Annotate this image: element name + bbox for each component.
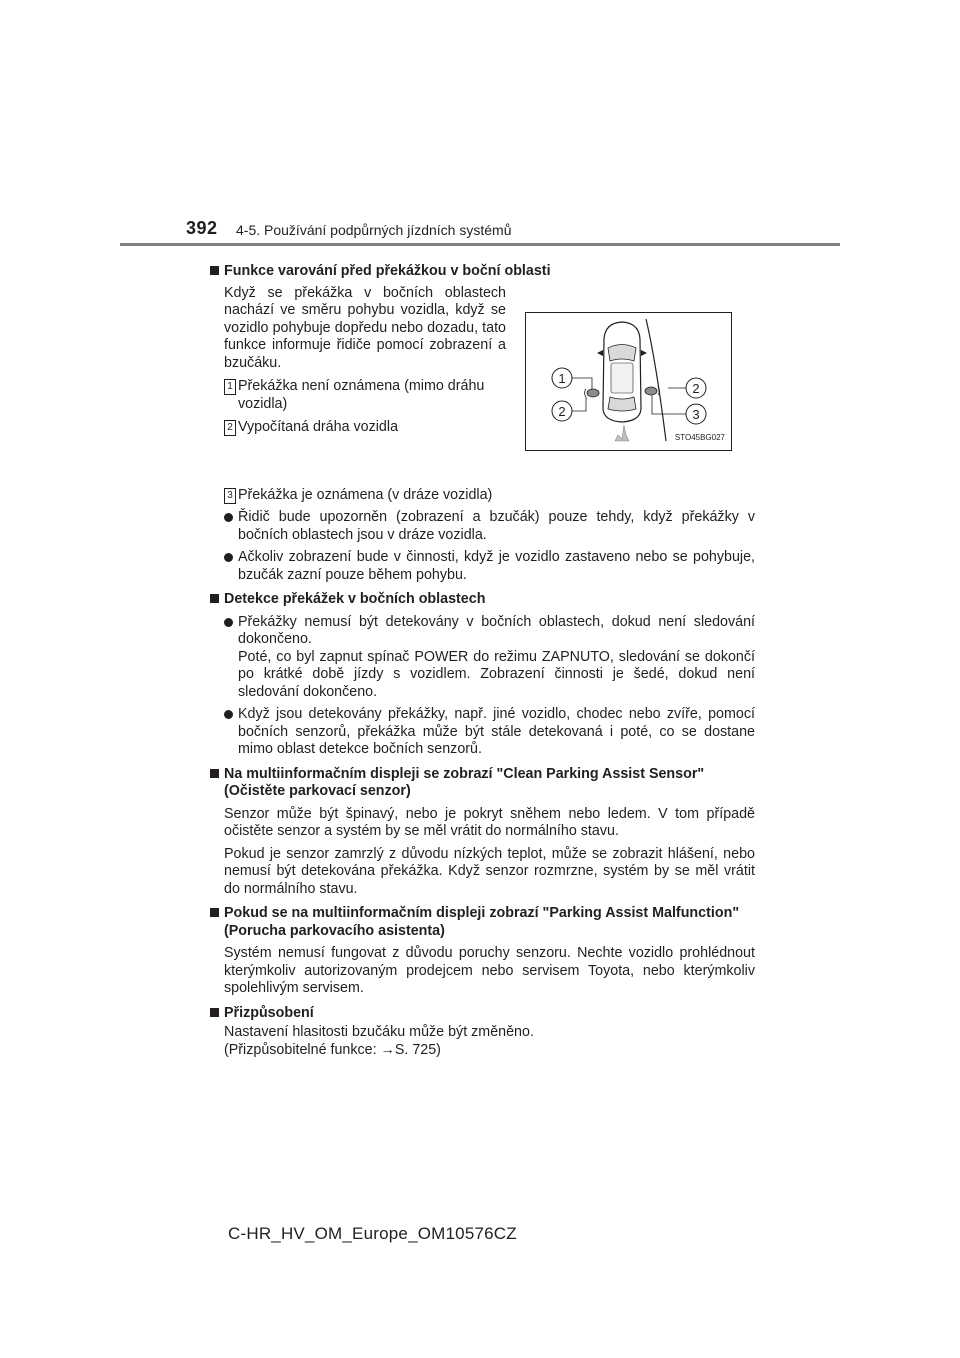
- bullet-dot-icon: [224, 513, 233, 522]
- paragraph: Systém nemusí fungovat z důvodu poruchy senzoru. Nechte vozidlo prohlédnout kterýmkoliv autorizovaným prodejcem nebo servisem Toyota, nebo kterýmkoliv spolehlivým servisem.: [224, 945, 755, 996]
- number-box: 2: [224, 420, 236, 436]
- page-content: [210, 256, 755, 1059]
- bullet-dot-icon: [224, 553, 233, 562]
- header-rule: [120, 243, 840, 246]
- square-bullet-icon: [210, 594, 219, 603]
- intro-paragraph: Když se překážka v bočních oblastech nachází ve směru pohybu vozidla, když se vozidlo pohybuje dopředu nebo dozadu, tato funkce informuje řidiče pomocí zobrazení a bzučáku.: [224, 284, 506, 371]
- bullet-item: Ačkoliv zobrazení bude v činnosti, když je vozidlo zastaveno nebo se pohybuje, bzučák zazní pouze během pohybu.: [210, 549, 755, 584]
- cross-reference-link[interactable]: (Přizpůsobitelné funkce: →S. 725): [224, 1041, 441, 1058]
- heading-detection: Detekce překážek v bočních oblastech: [210, 591, 755, 609]
- svg-text:2: 2: [692, 380, 700, 396]
- svg-text:2: 2: [558, 403, 566, 419]
- bullet-item: Překážky nemusí být detekovány v bočních oblastech, dokud není sledování dokončeno. Poté, co byl zapnut spínač POWER do režimu ZAPNUTO, sledování se dokončí po krátké době jízdy s vozidlem. Zobrazení činnosti je šedé, dokud není sledování dokončeno.: [210, 614, 755, 702]
- number-box: 1: [224, 379, 236, 395]
- legend-item-2: 2 Vypočítaná dráha vozidla: [210, 419, 506, 437]
- heading-malfunction: Pokud se na multiinformačním displeji zobrazí "Parking Assist Malfunction" (Porucha parkovacího asistenta): [210, 905, 755, 940]
- svg-text:1: 1: [558, 370, 566, 386]
- paragraph: Nastavení hlasitosti bzučáku může být změněno. (Přizpůsobitelné funkce: →S. 725): [224, 1024, 755, 1059]
- number-box: 3: [224, 488, 236, 504]
- heading-clean-sensor: Na multiinformačním displeji se zobrazí "Clean Parking Assist Sensor" (Očistěte parkovací senzor): [210, 766, 755, 801]
- legend-item-1: 1 Překážka není oznámena (mimo dráhu vozidla): [210, 378, 506, 413]
- bullet-item: Když jsou detekovány překážky, např. jiné vozidlo, chodec nebo zvíře, pomocí bočních senzorů, překážka může být stále detekovaná i poté, co se dostane mimo oblast detekce bočních senzorů.: [210, 706, 755, 759]
- vehicle-sensor-figure: [525, 312, 732, 451]
- svg-text:3: 3: [692, 406, 700, 422]
- section-title: 4-5. Používání podpůrných jízdních systémů: [236, 222, 512, 238]
- paragraph: Pokud je senzor zamrzlý z důvodu nízkých teplot, může se zobrazit hlášení, nebo nemusí být detekována překážka. Když senzor rozmrzne, systém by se měl vrátit do normálního stavu.: [224, 845, 755, 897]
- square-bullet-icon: [210, 1008, 219, 1017]
- paragraph: Senzor může být špinavý, nebo je pokryt sněhem nebo ledem. V tom případě očistěte senzor a systém by se měl vrátit do normálního stavu.: [224, 805, 755, 839]
- bullet-dot-icon: [224, 618, 233, 627]
- page-number: 392: [186, 218, 218, 238]
- square-bullet-icon: [210, 908, 219, 917]
- document-code: C-HR_HV_OM_Europe_OM10576CZ: [228, 1224, 517, 1243]
- heading-side-warning: Funkce varování před překážkou v boční oblasti: [210, 263, 755, 281]
- square-bullet-icon: [210, 769, 219, 778]
- bullet-item: Řidič bude upozorněn (zobrazení a bzučák) pouze tehdy, když překážky v bočních oblastech jsou v dráze vozidla.: [210, 509, 755, 544]
- square-bullet-icon: [210, 266, 219, 275]
- figure-code: STO45BG027: [674, 433, 725, 442]
- intro-with-figure: [210, 285, 755, 481]
- legend-item-3: 3 Překážka je oznámena (v dráze vozidla): [210, 487, 755, 505]
- bullet-dot-icon: [224, 710, 233, 719]
- heading-customization: Přizpůsobení: [210, 1005, 755, 1023]
